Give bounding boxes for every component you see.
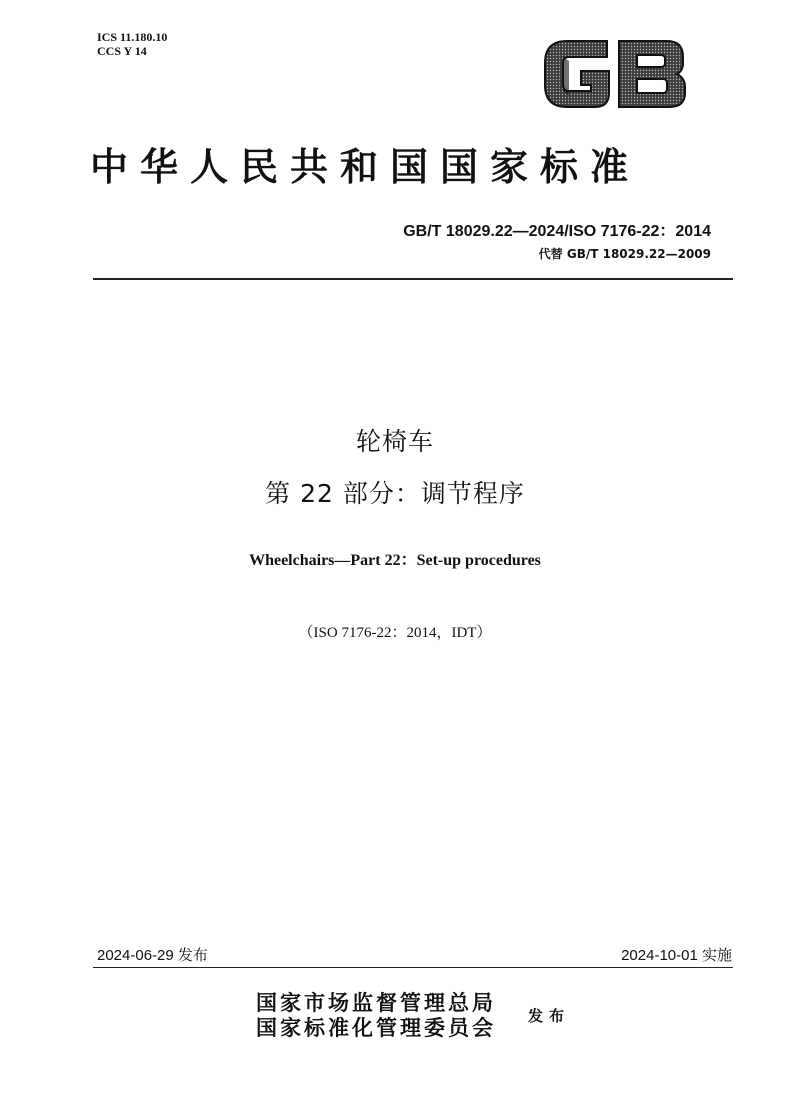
issuer-line-2: 国家标准化管理委员会 [256, 1015, 496, 1040]
implementation-date: 2024-10-01 实施 [621, 947, 732, 964]
classification-codes [97, 30, 167, 58]
replaces-standard: 代替 GB/T 18029.22—2009 [538, 247, 711, 261]
standard-number: GB/T 18029.22—2024/ISO 7176-22：2014 [403, 223, 711, 240]
document-title-zh: 轮椅车 [355, 427, 434, 456]
ics-code: ICS 11.180.10 [97, 30, 168, 44]
document-header-title: 中华人民共和国国家标准 [90, 145, 641, 189]
document-subtitle-zh: 第 22 部分：调节程序 [265, 479, 525, 508]
ccs-code: CCS Y 14 [97, 44, 147, 58]
iso-reference: （ISO 7176-22：2014，IDT） [298, 625, 492, 641]
publish-label: 发布 [528, 1007, 571, 1025]
issuer-line-1: 国家市场监督管理总局 [256, 990, 496, 1015]
issue-date: 2024-06-29 发布 [97, 947, 208, 964]
header-divider [93, 278, 733, 280]
footer-divider [93, 967, 733, 968]
gb-logo [537, 33, 690, 115]
document-title-en: Wheelchairs—Part 22：Set-up procedures [249, 552, 541, 569]
